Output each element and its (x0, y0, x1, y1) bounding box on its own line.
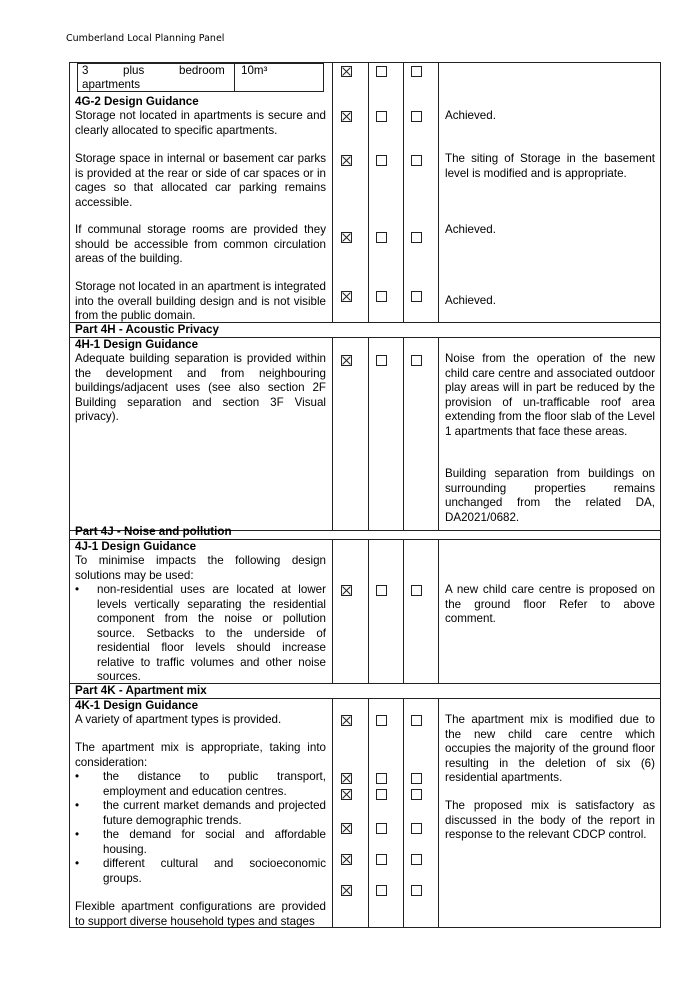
guidance-bullet-text: the demand for social and affordable housing. (103, 828, 326, 856)
column-divider (438, 337, 439, 530)
compliance-checkbox-no[interactable] (376, 355, 387, 366)
guidance-text: If communal storage rooms are provided they should be accessible from common circulation areas of the building. (75, 223, 326, 265)
comment-text: Achieved. (445, 109, 496, 122)
column-divider (438, 62, 439, 322)
compliance-checkbox-no[interactable] (376, 155, 387, 166)
table-border-left (69, 62, 70, 928)
compliance-checkbox-no[interactable] (376, 823, 387, 834)
storage-type-word1: 3 (82, 64, 89, 77)
compliance-checkbox-na[interactable] (411, 823, 422, 834)
column-divider (438, 539, 439, 683)
guidance-bullet-text: different cultural and socioeconomic groups. (103, 857, 326, 885)
column-divider (332, 62, 333, 322)
storage-type-word3: bedroom (179, 64, 225, 77)
compliance-checkbox-yes[interactable] (341, 585, 352, 596)
comment-text: The apartment mix is modified due to the new child care centre which occupies the majority of the ground floor resulting in the deletion of six (6) residential apartments. (445, 713, 655, 784)
comment-text: A new child care centre is proposed on the ground floor Refer to above comment. (445, 583, 655, 625)
bullet-marker: • (75, 857, 80, 870)
guidance-text: Flexible apartment configurations are provided to support diverse household types and stages (75, 900, 326, 928)
compliance-checkbox-na[interactable] (411, 291, 422, 302)
compliance-checkbox-no[interactable] (376, 232, 387, 243)
compliance-checkbox-na[interactable] (411, 789, 422, 800)
section-heading-4h1: 4H-1 Design Guidance (75, 338, 199, 351)
compliance-checkbox-yes[interactable] (341, 155, 352, 166)
column-divider (403, 62, 404, 322)
column-divider (403, 539, 404, 683)
column-divider (368, 539, 369, 683)
column-divider (332, 698, 333, 928)
guidance-text: Storage not located in apartments is secure and clearly allocated to specific apartments. (75, 109, 326, 137)
storage-type-word2: plus (123, 64, 145, 77)
guidance-bullet-text: non-residential uses are located at lower levels vertically separating the residential component from the noise or pollution source. Setbacks to the underside of residential floor levels should increase relative to traffic volumes and other noise sources. (97, 583, 326, 683)
bullet-marker: • (75, 583, 80, 596)
guidance-text: A variety of apartment types is provided. (75, 713, 282, 726)
compliance-checkbox-no[interactable] (376, 585, 387, 596)
bullet-marker: • (75, 770, 80, 783)
compliance-checkbox-na[interactable] (411, 885, 422, 896)
compliance-checkbox-no[interactable] (376, 773, 387, 784)
guidance-text: The apartment mix is appropriate, taking into consideration: (75, 741, 326, 769)
compliance-checkbox-yes[interactable] (341, 854, 352, 865)
guidance-bullet-text: the distance to public transport, employment and education centres. (103, 770, 326, 798)
design-guidance-table (69, 62, 661, 928)
compliance-checkbox-na[interactable] (411, 355, 422, 366)
subtable-border-left (77, 63, 78, 92)
part-heading-4j: Part 4J - Noise and pollution (75, 525, 232, 538)
compliance-checkbox-no[interactable] (376, 66, 387, 77)
guidance-text: Storage space in internal or basement car parks is provided at the rear or side of car spaces or in cages so that allocated car parking remains accessible. (75, 152, 326, 209)
column-divider (368, 337, 369, 530)
guidance-text: Adequate building separation is provided within the development and from neighbouring buildings/adjacent uses (see also section 2F Building separation and section 3F Visual privacy). (75, 352, 326, 423)
compliance-checkbox-yes[interactable] (341, 715, 352, 726)
compliance-checkbox-yes[interactable] (341, 773, 352, 784)
bullet-marker: • (75, 799, 80, 812)
section-heading-4g2: 4G-2 Design Guidance (75, 95, 199, 108)
column-divider (438, 698, 439, 928)
section-heading-4j1: 4J-1 Design Guidance (75, 540, 197, 553)
compliance-checkbox-no[interactable] (376, 715, 387, 726)
column-divider (368, 698, 369, 928)
compliance-checkbox-yes[interactable] (341, 111, 352, 122)
comment-text: Building separation from buildings on surrounding properties remains unchanged from the related DA, DA2021/0682. (445, 467, 655, 524)
compliance-checkbox-no[interactable] (376, 789, 387, 800)
compliance-checkbox-yes[interactable] (341, 823, 352, 834)
compliance-checkbox-yes[interactable] (341, 66, 352, 77)
page-header: Cumberland Local Planning Panel (66, 33, 225, 44)
column-divider (403, 337, 404, 530)
guidance-text: To minimise impacts the following design solutions may be used: (75, 554, 326, 582)
column-divider (332, 539, 333, 683)
comment-text: Achieved. (445, 294, 496, 307)
bullet-marker: • (75, 828, 80, 841)
storage-type-word4: apartments (82, 78, 140, 91)
guidance-bullet-text: the current market demands and projected future demographic trends. (103, 799, 326, 827)
compliance-checkbox-yes[interactable] (341, 789, 352, 800)
section-heading-4k1: 4K-1 Design Guidance (75, 699, 199, 712)
table-border-right (660, 62, 661, 928)
compliance-checkbox-no[interactable] (376, 854, 387, 865)
guidance-text: Storage not located in an apartment is integrated into the overall building design and is not visible from the public domain. (75, 280, 326, 322)
comment-text: Achieved. (445, 223, 496, 236)
compliance-checkbox-no[interactable] (376, 885, 387, 896)
column-divider (403, 698, 404, 928)
subtable-border-right (323, 63, 324, 92)
compliance-checkbox-na[interactable] (411, 585, 422, 596)
part-heading-4h: Part 4H - Acoustic Privacy (75, 323, 219, 336)
compliance-checkbox-na[interactable] (411, 773, 422, 784)
comment-text: The siting of Storage in the basement level is modified and is appropriate. (445, 152, 655, 180)
compliance-checkbox-na[interactable] (411, 155, 422, 166)
storage-volume: 10m³ (241, 64, 268, 77)
column-divider (332, 337, 333, 530)
compliance-checkbox-na[interactable] (411, 111, 422, 122)
compliance-checkbox-na[interactable] (411, 715, 422, 726)
compliance-checkbox-na[interactable] (411, 232, 422, 243)
part-heading-4k: Part 4K - Apartment mix (75, 684, 207, 697)
column-divider (368, 62, 369, 322)
compliance-checkbox-no[interactable] (376, 291, 387, 302)
compliance-checkbox-yes[interactable] (341, 232, 352, 243)
compliance-checkbox-yes[interactable] (341, 355, 352, 366)
compliance-checkbox-na[interactable] (411, 66, 422, 77)
compliance-checkbox-na[interactable] (411, 854, 422, 865)
comment-text: Noise from the operation of the new child care centre and associated outdoor play areas will in part be reduced by the provision of un-trafficable roof area extending from the floor slab of the Level 1 apartments that face these areas. (445, 352, 655, 438)
compliance-checkbox-yes[interactable] (341, 885, 352, 896)
compliance-checkbox-yes[interactable] (341, 291, 352, 302)
subtable-divider (234, 63, 235, 92)
compliance-checkbox-no[interactable] (376, 111, 387, 122)
comment-text: The proposed mix is satisfactory as discussed in the body of the report in response to the relevant CDCP control. (445, 799, 655, 841)
